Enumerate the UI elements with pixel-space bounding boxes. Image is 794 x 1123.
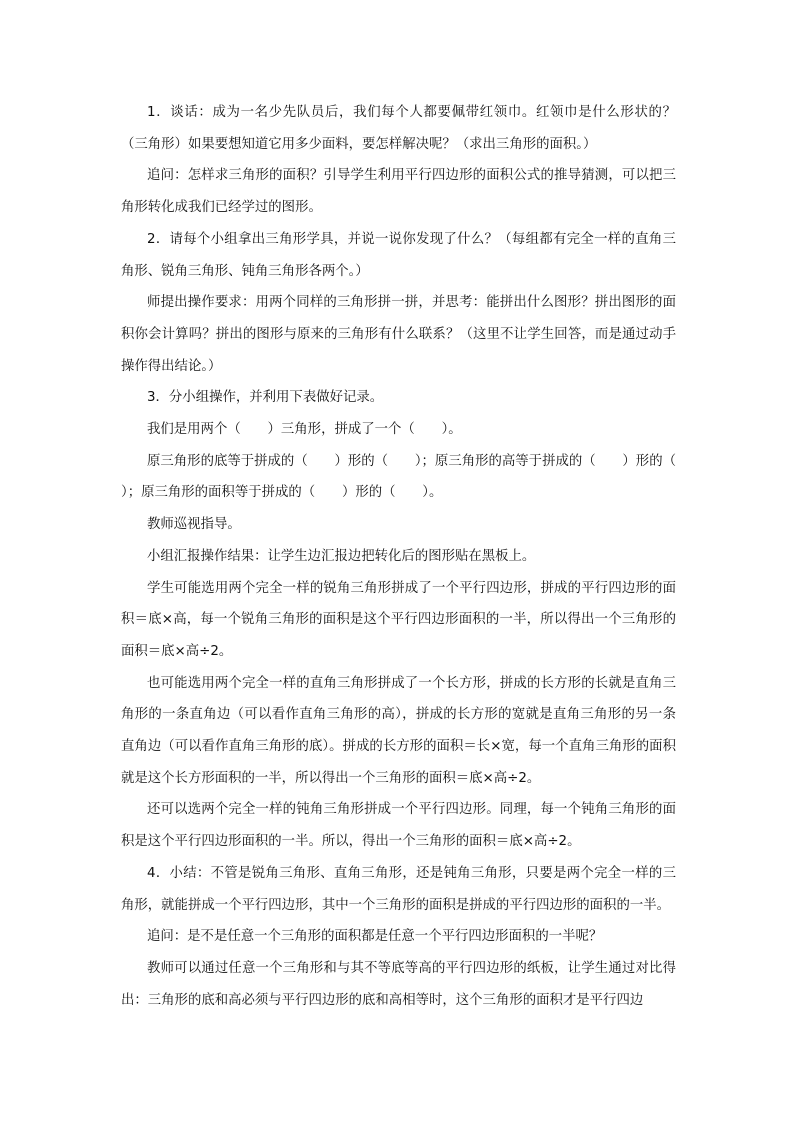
- paragraph-followup-question: 追问：怎样求三角形的面积？引导学生利用平行四边形的面积公式的推导猜测，可以把三角形转化成我们已经学过的图形。: [121, 168, 676, 216]
- document-body: [121, 97, 703, 1016]
- paragraph-group-operation: 3．分小组操作，并利用下表做好记录。: [147, 390, 384, 406]
- paragraph-obtuse-triangle: 还可以选两个完全一样的钝角三角形拼成一个平行四边形。同理，每一个钝角三角形的面积是这个平行四边形面积的一半。所以，得出一个三角形的面积＝底×高÷2。: [121, 802, 676, 850]
- paragraph-group-materials: 2．请每个小组拿出三角形学具，并说一说你发现了什么？（每组都有完全一样的直角三角形、锐角三角形、钝角三角形各两个。）: [121, 231, 676, 279]
- paragraph-record-line-2: 原三角形的底等于拼成的（ ）形的（ ）；原三角形的高等于拼成的（ ）形的（ ）；原三角形的面积等于拼成的（ ）形的（ ）。: [121, 453, 703, 501]
- paragraph-talk-intro: 1．谈话：成为一名少先队员后，我们每个人都要佩带红领巾。红领巾是什么形状的？（三角形）如果要想知道它用多少面料，要怎样解决呢？（求出三角形的面积。）: [121, 105, 676, 152]
- paragraph-operation-requirements: 师提出操作要求：用两个同样的三角形拼一拼，并思考：能拼出什么图形？拼出图形的面积你会计算吗？拼出的图形与原来的三角形有什么联系？（这里不让学生回答，而是通过动手操作得出结论。）: [121, 295, 676, 374]
- paragraph-right-triangle: 也可能选用两个完全一样的直角三角形拼成了一个长方形，拼成的长方形的长就是直角三角形的一条直角边（可以看作直角三角形的高），拼成的长方形的宽就是直角三角形的另一条直角边（可以看作直角三角形的底）。拼成的长方形的面积＝长×宽，每一个直角三角形的面积就是这个长方形面积的一半，所以得出一个三角形的面积＝底×高÷2。: [121, 675, 676, 786]
- paragraph-group-report: 小组汇报操作结果：让学生边汇报边把转化后的图形贴在黑板上。: [147, 548, 536, 564]
- paragraph-acute-triangle: 学生可能选用两个完全一样的锐角三角形拼成了一个平行四边形，拼成的平行四边形的面积＝底×高，每一个锐角三角形的面积是这个平行四边形面积的一半，所以得出一个三角形的面积＝底×高÷2。: [121, 580, 676, 659]
- paragraph-record-line-1: 我们是用两个（ ）三角形，拼成了一个（ ）。: [147, 422, 462, 438]
- paragraph-followup-any-triangle: 追问：是不是任意一个三角形的面积都是任意一个平行四边形面积的一半呢？: [147, 929, 603, 945]
- paragraph-summary: 4．小结：不管是锐角三角形、直角三角形，还是钝角三角形，只要是两个完全一样的三角形，就能拼成一个平行四边形，其中一个三角形的面积是拼成的平行四边形的面积的一半。: [121, 865, 676, 913]
- paragraph-teacher-guidance: 教师巡视指导。: [147, 517, 241, 533]
- paragraph-teacher-comparison: 教师可以通过任意一个三角形和与其不等底等高的平行四边形的纸板，让学生通过对比得出：三角形的底和高必须与平行四边形的底和高相等时，这个三角形的面积才是平行四边: [121, 960, 676, 1008]
